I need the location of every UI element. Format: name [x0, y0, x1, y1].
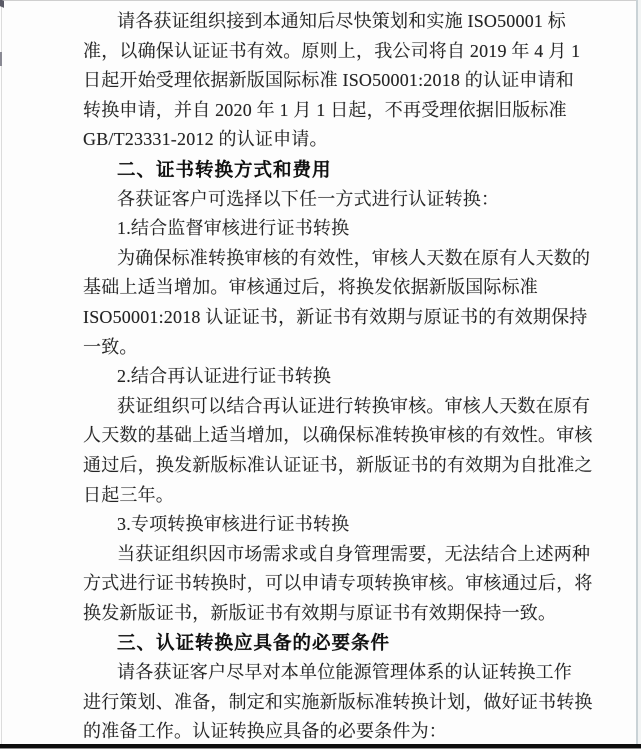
- text-line: 2.结合再认证进行证书转换: [117, 366, 332, 387]
- text-line: 基础上适当增加。审核通过后，将换发依据新版国际标准: [83, 277, 538, 298]
- text-line: 当获证组织因市场需求或自身管理需要，无法结合上述两种: [117, 543, 591, 564]
- text-line: ISO50001:2018 认证证书，新证书有效期与原证书的有效期保持: [83, 306, 588, 327]
- text-line: 通过后，换发新版标准认证证书，新版证书的有效期为自批准之: [83, 454, 593, 475]
- text-line: GB/T23331-2012 的认证申请。: [83, 129, 328, 150]
- text-line: 进行策划、准备，制定和实施新版标准转换计划，做好证书转换: [83, 691, 593, 712]
- text-line: 请各获证组织接到本通知后尽快策划和实施 ISO50001 标: [117, 11, 567, 31]
- section-heading: 三、认证转换应具备的必要条件: [117, 632, 391, 654]
- text-line: 换发新版证书，新版证书有效期与原证书有效期保持一致。: [83, 602, 557, 623]
- scan-edge-top: [0, 0, 641, 1]
- text-line: 的准备工作。认证转换应具备的必要条件为：: [83, 721, 447, 742]
- document-body: [83, 7, 593, 747]
- text-line: 方式进行证书转换时，可以申请专项转换审核。审核通过后，将: [83, 573, 593, 594]
- text-line: 1.结合监督审核进行证书转换: [117, 218, 350, 239]
- text-line: 一致。: [83, 336, 138, 357]
- text-line: 3.专项转换审核进行证书转换: [117, 514, 350, 535]
- scan-edge-left: [1, 0, 2, 749]
- text-line: 为确保标准转换审核的有效性，审核人天数在原有人天数的: [117, 247, 591, 268]
- scan-left-mark: [0, 52, 2, 66]
- scan-edge-right: [636, 0, 638, 749]
- text-line: 日起三年。: [83, 484, 174, 505]
- text-line: 日起开始受理依据新版国际标准 ISO50001:2018 的认证申请和: [83, 70, 575, 91]
- text-line: 获证组织可以结合再认证进行转换审核。审核人天数在原有: [117, 395, 591, 416]
- section-heading: 二、证书转换方式和费用: [117, 158, 332, 180]
- text-line: 人天数的基础上适当增加，以确保标准转换审核的有效性。审核: [83, 425, 593, 446]
- text-line: 转换申请，并自 2020 年 1 月 1 日起，不再受理依据旧版标准: [83, 99, 567, 120]
- scan-corner-mark: [0, 0, 4, 8]
- text-line: 准，以确保认证证书有效。原则上，我公司将自 2019 年 4 月 1: [83, 40, 581, 61]
- text-line: 各获证客户可选择以下任一方式进行认证转换：: [117, 188, 500, 209]
- text-line: 请各获证客户尽早对本单位能源管理体系的认证转换工作: [117, 662, 572, 683]
